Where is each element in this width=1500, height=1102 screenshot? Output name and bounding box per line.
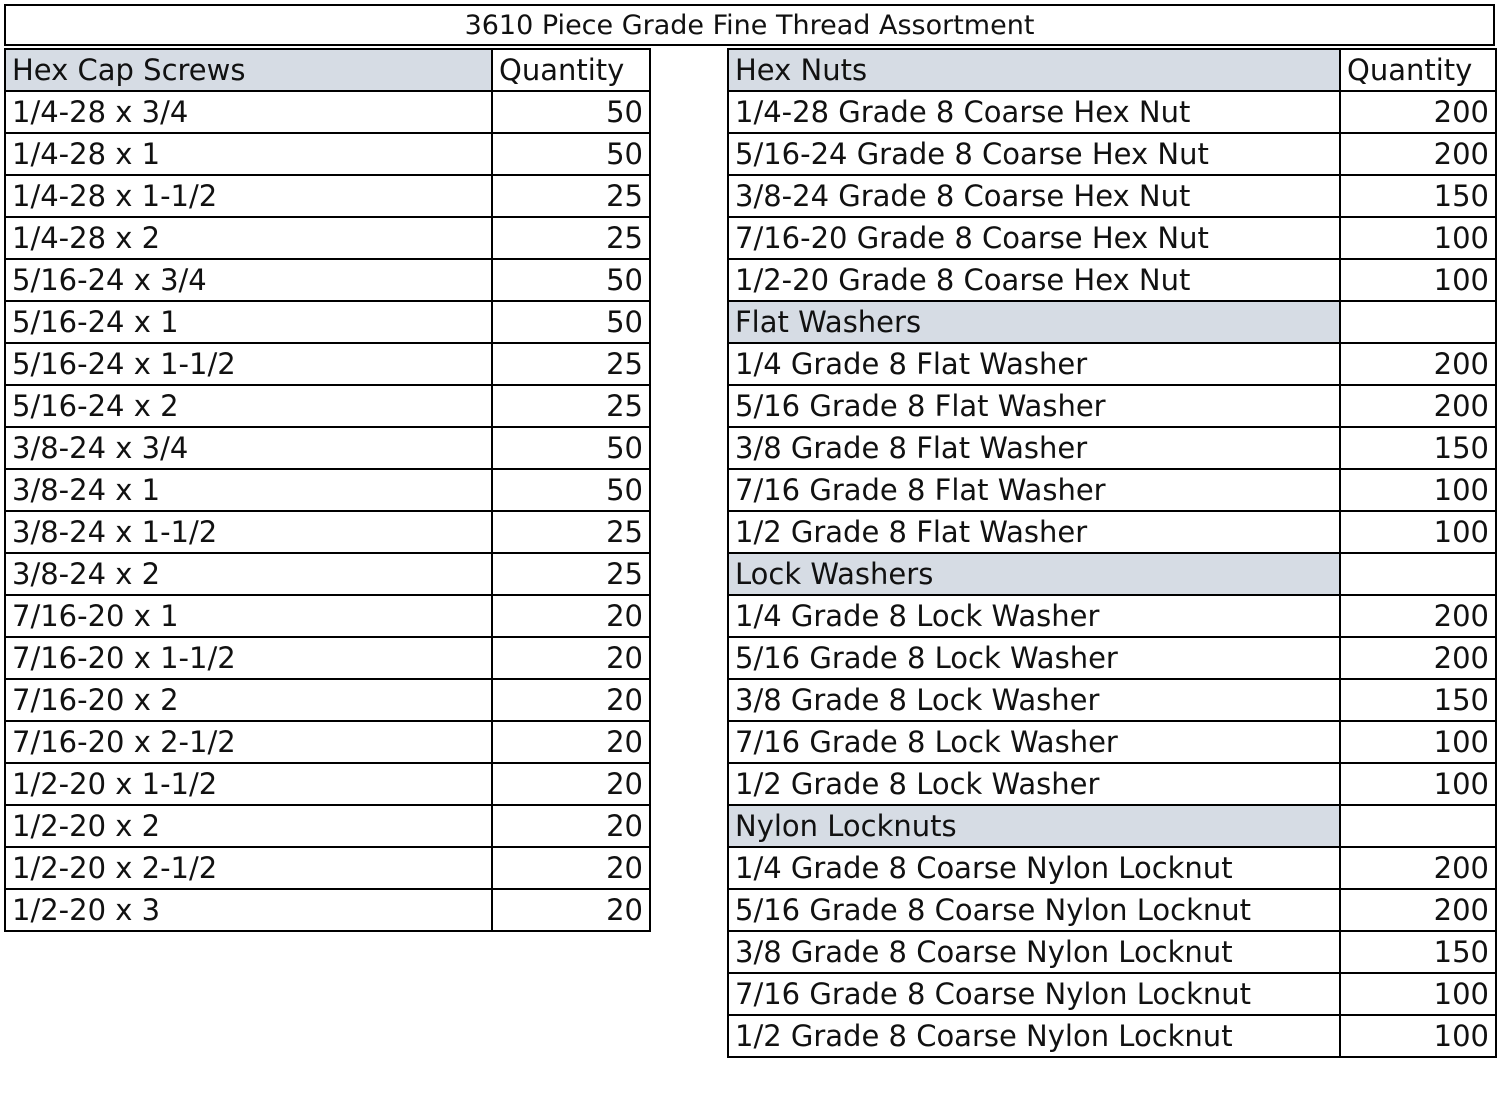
- item-quantity: 20: [492, 679, 650, 721]
- table-row: [728, 259, 1496, 301]
- item-name: 1/2-20 Grade 8 Coarse Hex Nut: [728, 259, 1340, 301]
- hex-cap-screws-table: [4, 48, 651, 932]
- item-name: 3/8-24 x 1: [5, 469, 492, 511]
- item-name: 1/4-28 x 2: [5, 217, 492, 259]
- section-title: Flat Washers: [728, 301, 1340, 343]
- item-name: 3/8 Grade 8 Flat Washer: [728, 427, 1340, 469]
- item-quantity: 100: [1340, 763, 1496, 805]
- item-name: 5/16-24 x 1-1/2: [5, 343, 492, 385]
- item-quantity: 20: [492, 595, 650, 637]
- item-quantity: 50: [492, 133, 650, 175]
- item-quantity: 20: [492, 721, 650, 763]
- item-quantity: 200: [1340, 637, 1496, 679]
- item-quantity: 25: [492, 553, 650, 595]
- item-quantity: 50: [492, 259, 650, 301]
- section-header-row: [728, 553, 1496, 595]
- item-name: 7/16 Grade 8 Flat Washer: [728, 469, 1340, 511]
- table-row: [728, 217, 1496, 259]
- item-name: 1/2 Grade 8 Coarse Nylon Locknut: [728, 1015, 1340, 1057]
- item-quantity: 200: [1340, 343, 1496, 385]
- item-name: 7/16 Grade 8 Lock Washer: [728, 721, 1340, 763]
- table-row: [728, 175, 1496, 217]
- item-name: 5/16 Grade 8 Lock Washer: [728, 637, 1340, 679]
- item-quantity: 200: [1340, 595, 1496, 637]
- section-quantity: Quantity: [1340, 49, 1496, 91]
- section-header-row: [728, 301, 1496, 343]
- item-quantity: 200: [1340, 133, 1496, 175]
- table-row: [728, 637, 1496, 679]
- table-row: [5, 301, 650, 343]
- table-row: [5, 427, 650, 469]
- item-name: 5/16 Grade 8 Coarse Nylon Locknut: [728, 889, 1340, 931]
- item-quantity: 20: [492, 805, 650, 847]
- table-row: [728, 91, 1496, 133]
- item-quantity: 100: [1340, 217, 1496, 259]
- item-quantity: 100: [1340, 469, 1496, 511]
- item-quantity: 20: [492, 847, 650, 889]
- item-name: 1/2-20 x 2-1/2: [5, 847, 492, 889]
- table-row: [728, 889, 1496, 931]
- item-name: 1/4-28 x 1: [5, 133, 492, 175]
- item-name: 3/8-24 x 3/4: [5, 427, 492, 469]
- item-quantity: 50: [492, 301, 650, 343]
- table-row: [728, 595, 1496, 637]
- section-title: Hex Nuts: [728, 49, 1340, 91]
- item-name: 1/2-20 x 1-1/2: [5, 763, 492, 805]
- section-quantity: [1340, 553, 1496, 595]
- item-name: 7/16-20 x 1-1/2: [5, 637, 492, 679]
- item-quantity: 25: [492, 175, 650, 217]
- item-quantity: 20: [492, 637, 650, 679]
- table-row: [5, 469, 650, 511]
- item-quantity: 150: [1340, 679, 1496, 721]
- table-row: [728, 763, 1496, 805]
- item-quantity: 100: [1340, 511, 1496, 553]
- table-row: [5, 511, 650, 553]
- table-row: [5, 679, 650, 721]
- section-quantity: [1340, 301, 1496, 343]
- item-name: 1/2-20 x 2: [5, 805, 492, 847]
- item-quantity: 150: [1340, 931, 1496, 973]
- item-name: 5/16-24 x 2: [5, 385, 492, 427]
- item-name: 1/4-28 x 3/4: [5, 91, 492, 133]
- table-row: [5, 133, 650, 175]
- item-quantity: 20: [492, 763, 650, 805]
- item-name: 1/4-28 x 1-1/2: [5, 175, 492, 217]
- item-name: 7/16-20 x 2: [5, 679, 492, 721]
- table-row: [728, 931, 1496, 973]
- item-quantity: 200: [1340, 847, 1496, 889]
- item-quantity: 25: [492, 343, 650, 385]
- table-row: [728, 721, 1496, 763]
- table-row: [728, 469, 1496, 511]
- item-name: 3/8-24 Grade 8 Coarse Hex Nut: [728, 175, 1340, 217]
- item-quantity: 200: [1340, 385, 1496, 427]
- table-row: [728, 385, 1496, 427]
- table-row: [728, 133, 1496, 175]
- item-name: 5/16-24 x 1: [5, 301, 492, 343]
- header-quantity: Quantity: [492, 49, 650, 91]
- item-name: 3/8 Grade 8 Coarse Nylon Locknut: [728, 931, 1340, 973]
- header-row: [5, 49, 650, 91]
- table-row: [5, 259, 650, 301]
- item-name: 3/8-24 x 2: [5, 553, 492, 595]
- item-quantity: 50: [492, 427, 650, 469]
- table-row: [5, 721, 650, 763]
- item-quantity: 25: [492, 385, 650, 427]
- item-quantity: 150: [1340, 427, 1496, 469]
- table-row: [5, 91, 650, 133]
- item-name: 5/16-24 Grade 8 Coarse Hex Nut: [728, 133, 1340, 175]
- item-name: 1/4 Grade 8 Coarse Nylon Locknut: [728, 847, 1340, 889]
- item-quantity: 50: [492, 91, 650, 133]
- item-quantity: 150: [1340, 175, 1496, 217]
- item-quantity: 100: [1340, 721, 1496, 763]
- item-name: 1/4 Grade 8 Lock Washer: [728, 595, 1340, 637]
- item-quantity: 20: [492, 889, 650, 931]
- table-row: [5, 595, 650, 637]
- item-quantity: 100: [1340, 259, 1496, 301]
- table-row: [728, 973, 1496, 1015]
- table-row: [728, 679, 1496, 721]
- item-name: 3/8-24 x 1-1/2: [5, 511, 492, 553]
- assortment-title: 3610 Piece Grade Fine Thread Assortment: [4, 4, 1495, 46]
- table-row: [5, 343, 650, 385]
- table-row: [5, 847, 650, 889]
- item-quantity: 25: [492, 217, 650, 259]
- table-row: [5, 763, 650, 805]
- item-name: 7/16 Grade 8 Coarse Nylon Locknut: [728, 973, 1340, 1015]
- item-name: 5/16 Grade 8 Flat Washer: [728, 385, 1340, 427]
- item-quantity: 25: [492, 511, 650, 553]
- section-quantity: [1340, 805, 1496, 847]
- table-row: [5, 175, 650, 217]
- item-name: 1/2-20 x 3: [5, 889, 492, 931]
- table-row: [728, 847, 1496, 889]
- item-name: 7/16-20 x 1: [5, 595, 492, 637]
- item-name: 7/16-20 Grade 8 Coarse Hex Nut: [728, 217, 1340, 259]
- item-name: 1/4 Grade 8 Flat Washer: [728, 343, 1340, 385]
- table-row: [5, 805, 650, 847]
- item-name: 1/4-28 Grade 8 Coarse Hex Nut: [728, 91, 1340, 133]
- item-quantity: 100: [1340, 1015, 1496, 1057]
- item-name: 1/2 Grade 8 Flat Washer: [728, 511, 1340, 553]
- section-header-row: [728, 805, 1496, 847]
- item-quantity: 200: [1340, 91, 1496, 133]
- item-quantity: 50: [492, 469, 650, 511]
- item-name: 7/16-20 x 2-1/2: [5, 721, 492, 763]
- table-row: [728, 1015, 1496, 1057]
- table-row: [5, 889, 650, 931]
- item-name: 3/8 Grade 8 Lock Washer: [728, 679, 1340, 721]
- table-row: [728, 343, 1496, 385]
- table-row: [728, 511, 1496, 553]
- item-quantity: 200: [1340, 889, 1496, 931]
- table-row: [5, 553, 650, 595]
- item-quantity: 100: [1340, 973, 1496, 1015]
- table-row: [728, 427, 1496, 469]
- table-row: [5, 637, 650, 679]
- section-title: Nylon Locknuts: [728, 805, 1340, 847]
- nuts-washers-table: [727, 48, 1497, 1058]
- section-header-row: [728, 49, 1496, 91]
- item-name: 1/2 Grade 8 Lock Washer: [728, 763, 1340, 805]
- table-row: [5, 217, 650, 259]
- header-item: Hex Cap Screws: [5, 49, 492, 91]
- item-name: 5/16-24 x 3/4: [5, 259, 492, 301]
- table-row: [5, 385, 650, 427]
- section-title: Lock Washers: [728, 553, 1340, 595]
